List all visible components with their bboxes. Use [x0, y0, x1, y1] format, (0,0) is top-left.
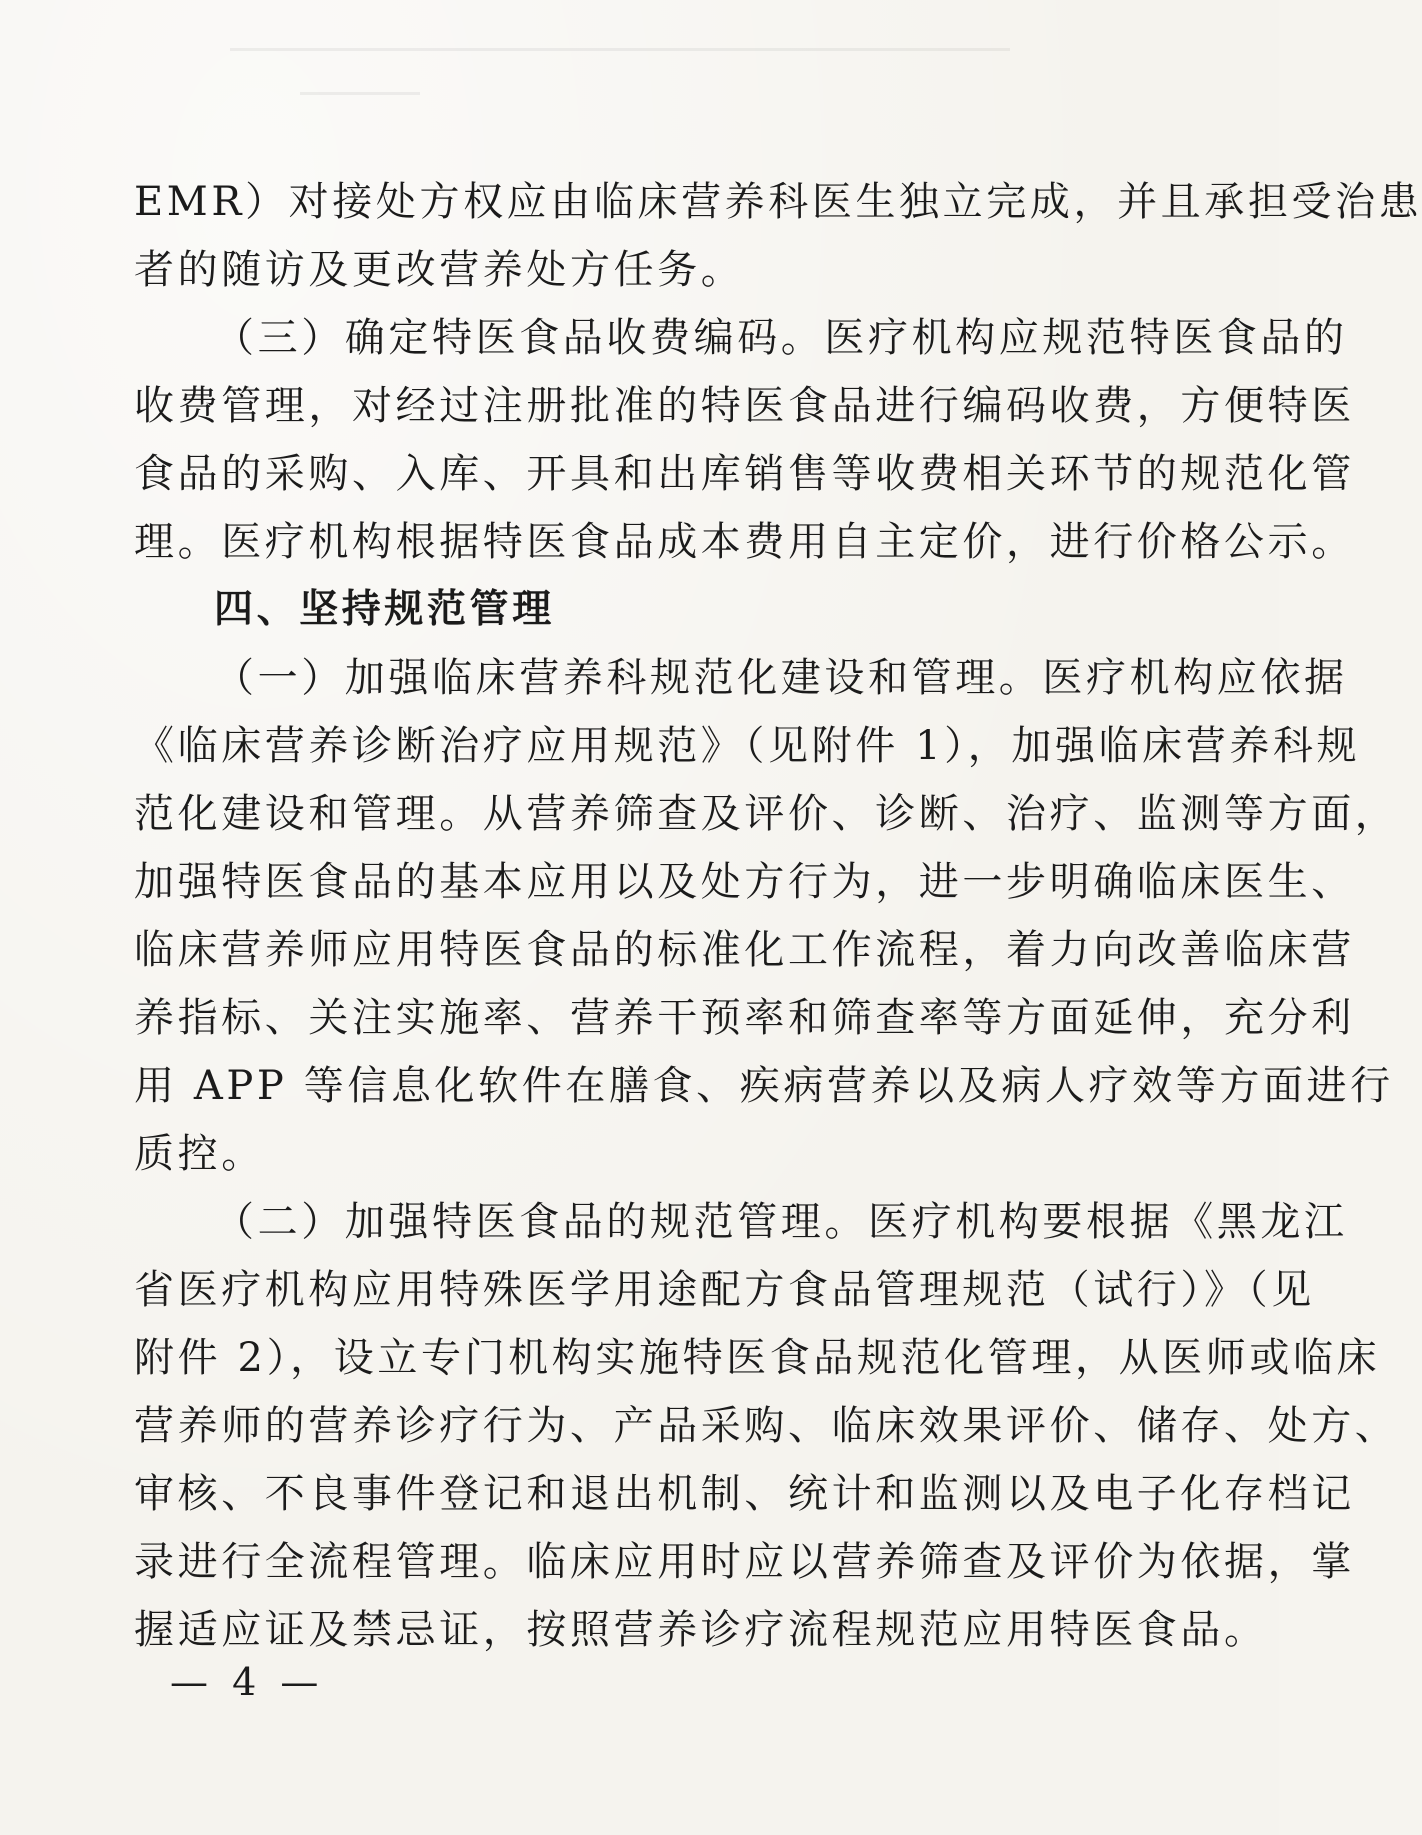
text-line: 质控。 — [134, 1131, 265, 1177]
text-line: 范化建设和管理。从营养筛查及评价、诊断、治疗、监测等方面， — [134, 791, 1399, 837]
text-line: 加强特医食品的基本应用以及处方行为，进一步明确临床医生、 — [134, 859, 1355, 905]
text-line: （二）加强特医食品的规范管理。医疗机构要根据《黑龙江 — [214, 1199, 1348, 1245]
text-line: （三）确定特医食品收费编码。医疗机构应规范特医食品的 — [214, 315, 1348, 361]
text-line: 审核、不良事件登记和退出机制、统计和监测以及电子化存档记 — [134, 1471, 1355, 1517]
text-line: 收费管理，对经过注册批准的特医食品进行编码收费，方便特医 — [134, 383, 1355, 429]
text-line: 理。医疗机构根据特医食品成本费用自主定价，进行价格公示。 — [134, 519, 1355, 565]
bleed-through-mark — [230, 48, 1010, 51]
text-line: （一）加强临床营养科规范化建设和管理。医疗机构应依据 — [214, 655, 1348, 701]
text-line: 用 APP 等信息化软件在膳食、疾病营养以及病人疗效等方面进行 — [134, 1063, 1394, 1109]
text-line: 附件 2），设立专门机构实施特医食品规范化管理，从医师或临床 — [134, 1335, 1381, 1381]
text-line: 养指标、关注实施率、营养干预率和筛查率等方面延伸，充分利 — [134, 995, 1355, 1041]
text-line: 者的随访及更改营养处方任务。 — [134, 247, 745, 293]
page-number: — 4 — — [170, 1660, 325, 1704]
text-line: 《临床营养诊断治疗应用规范》（见附件 1），加强临床营养科规 — [134, 723, 1361, 769]
bleed-through-mark — [300, 92, 420, 95]
text-line: EMR）对接处方权应由临床营养科医生独立完成，并且承担受治患 — [134, 179, 1422, 225]
text-line: 营养师的营养诊疗行为、产品采购、临床效果评价、储存、处方、 — [134, 1403, 1399, 1449]
section-heading: 四、坚持规范管理 — [214, 587, 555, 632]
text-line: 录进行全流程管理。临床应用时应以营养筛查及评价为依据，掌 — [134, 1539, 1355, 1585]
text-line: 食品的采购、入库、开具和出库销售等收费相关环节的规范化管 — [134, 451, 1355, 497]
text-line: 握适应证及禁忌证，按照营养诊疗流程规范应用特医食品。 — [134, 1607, 1268, 1653]
text-line: 省医疗机构应用特殊医学用途配方食品管理规范（试行）》（见 — [134, 1267, 1315, 1313]
document-body — [134, 168, 1422, 1664]
text-line: 临床营养师应用特医食品的标准化工作流程，着力向改善临床营 — [134, 927, 1355, 973]
